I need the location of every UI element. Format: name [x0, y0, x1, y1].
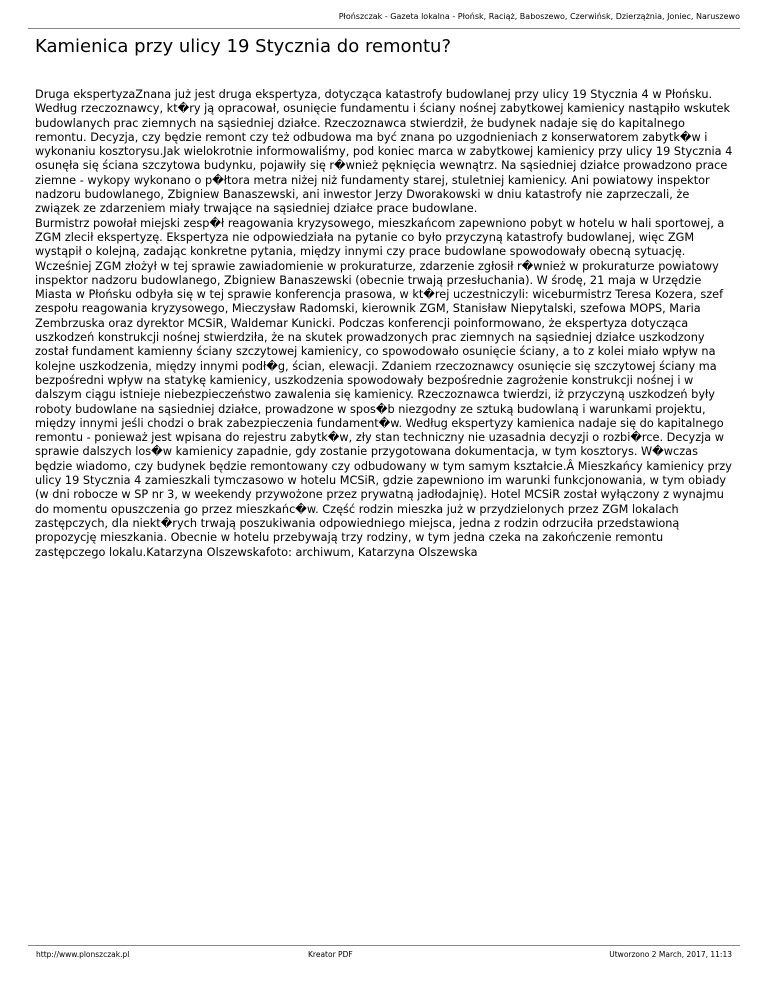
footer-generator: Kreator PDF	[308, 950, 353, 959]
article-body	[35, 88, 735, 560]
article-title: Kamienica przy ulicy 19 Stycznia do remontu?	[35, 36, 451, 57]
footer-url: http://www.plonszczak.pl	[36, 950, 130, 959]
page-footer	[28, 945, 740, 962]
article-paragraph: Druga ekspertyzaZnana już jest druga ekspertyza, dotycząca katastrofy budowlanej przy ulicy 19 Stycznia 4 w Płońsku. Według rzeczoznawcy, kt�ry ją opracował, osunięcie fundamentu i ściany nośnej zabytkowej kamienicy nastąpiło wskutek budowlanych prac ziemnych na sąsiedniej działce. Rzeczoznawca stwierdził, że budynek nadaje się do kapitalnego remontu. Decyzja, czy będzie remont czy też odbudowa ma być znana po uzgodnieniach z konserwatorem zabytk�w i wykonaniu kosztorysu.Jak wielokrotnie informowaliśmy, pod koniec marca w zabytkowej kamienicy przy ulicy 19 Stycznia 4 osunęła się ściana szczytowa budynku, pojawiły się r�wnież pęknięcia wewnątrz. Na sąsiedniej działce prowadzono prace ziemne - wykopy wykonano o p�łtora metra niżej niż fundamenty starej, stuletniej kamienicy. Ani powiatowy inspektor nadzoru budowlanego, Zbigniew Banaszewski, ani inwestor Jerzy Dworakowski w dniu katastrofy nie zaprzeczali, że związek ze zdarzeniem miały trwające na sąsiedniej działce prace budowlane.	[35, 88, 733, 216]
article-paragraph: Burmistrz powołał miejski zesp�ł reagowania kryzysowego, mieszkańcom zapewniono pobyt w hotelu w hali sportowej, a ZGM zlecił ekspertyzę. Ekspertyza nie odpowiedziała na pytanie co było przyczyną katastrofy budowlanej, więc ZGM wystąpił o kolejną, zadając konkretne pytania, między innymi czy prace budowlane spowodowały obecną sytuację. Wcześniej ZGM złożył w tej sprawie zawiadomienie w prokuraturze, zdarzenie zgłosił r�wnież w prokuraturze powiatowy inspektor nadzoru budowlanego, Zbigniew Banaszewski (obecnie trwają przesłuchania). W środę, 21 maja w Urzędzie Miasta w Płońsku odbyła się w tej sprawie konferencja prasowa, w kt�rej uczestniczyli: wiceburmistrz Teresa Kozera, szef zespołu reagowania kryzysowego, Mieczysław Radomski, kierownik ZGM, Stanisław Niepytalski, szefowa MOPS, Maria Zembrzuska oraz dyrektor MCSiR, Waldemar Kunicki. Podczas konferencji poinformowano, że ekspertyza dotycząca uszkodzeń konstrukcji nośnej stwierdziła, że na skutek prowadzonych prac ziemnych na sąsiedniej działce uszkodzony został fundament kamienny ściany szczytowej kamienicy, co spowodowało osunięcie ściany, a to z kolei miało wpływ na kolejne uszkodzenia, między innymi podł�g, ścian, elewacji. Zdaniem rzeczoznawcy osunięcie się szczytowej ściany ma bezpośredni wpływ na statykę kamienicy, uszkodzenia spowodowały bezpośrednie zagrożenie konstrukcji nośnej i w dalszym ciągu istnieje niebezpieczeństwo zawalenia się kamienicy. Rzeczoznawca twierdzi, iż przyczyną uszkodzeń były roboty budowlane na sąsiedniej działce, prowadzone w spos�b niezgodny ze sztuką budowlaną i warunkami projektu, między innymi jeśli chodzi o brak zabezpieczenia fundament�w. Według ekspertyzy kamienica nadaje się do kapitalnego remontu - ponieważ jest wpisana do rejestru zabytk�w, zły stan techniczny nie uzasadnia decyzji o rozbi�rce. Decyzja w sprawie dalszych los�w kamienicy zapadnie, gdy zostanie przygotowana dokumentacja, w tym kosztorys. W�wczas będzie wiadomo, czy budynek będzie remontowany czy odbudowany w tym samym kształcie.Â Mieszkańcy kamienicy przy ulicy 19 Stycznia 4 zamieszkali tymczasowo w hotelu MCSiR, gdzie zapewniono im warunki funkcjonowania, w tym obiady (w dni robocze w SP nr 3, w weekendy przywożone przez prywatną jadłodajnię). Hotel MCSiR został wyłączony z wynajmu do momentu opuszczenia go przez mieszkańc�w. Część rodzin mieszka już w przydzielonych przez ZGM lokalach zastępczych, dla niekt�rych trwają poszukiwania odpowiedniego miejsca, jedna z rodzin odrzuciła przedstawioną propozycję mieszkania. Obecnie w hotelu przebywają trzy rodziny, w tym jedna czeka na zakończenie remontu zastępczego lokalu.Katarzyna Olszewskafoto: archiwum, Katarzyna Olszewska	[35, 216, 732, 559]
header-site-description: Płońszczak - Gazeta lokalna - Płońsk, Raciąż, Baboszewo, Czerwińsk, Dzierzążnia, Joniec, Naruszewo	[338, 12, 740, 21]
footer-created-date: Utworzono 2 March, 2017, 11:13	[609, 950, 732, 959]
page-header	[28, 10, 740, 29]
